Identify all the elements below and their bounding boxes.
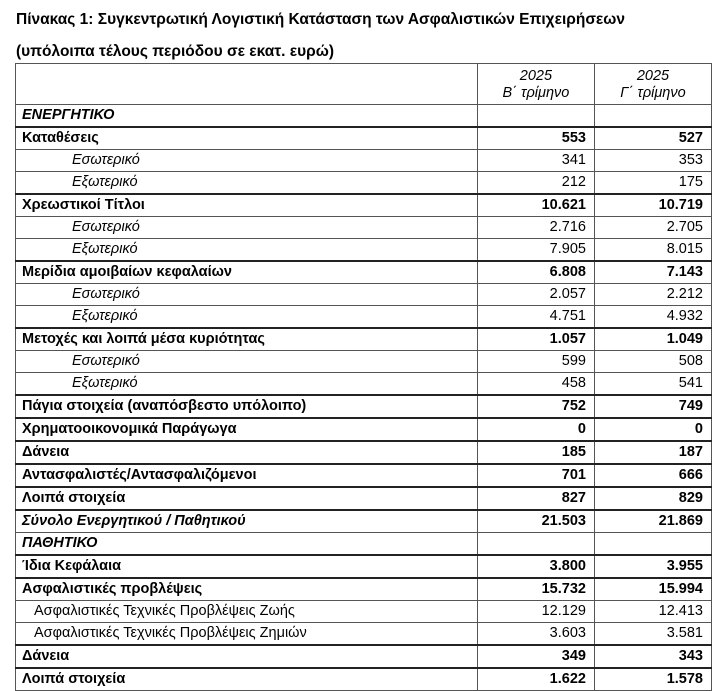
row-label: Εσωτερικό [16, 351, 478, 373]
table-row [16, 487, 712, 510]
table-row [16, 441, 712, 464]
value-q2 [477, 533, 594, 556]
row-label: Εξωτερικό [16, 239, 478, 262]
row-label: Εξωτερικό [16, 373, 478, 396]
table-row [16, 351, 712, 373]
row-label: ΠΑΘΗΤΙΚΟ [16, 533, 478, 556]
header-period: Β΄ τρίμηνο [502, 85, 570, 101]
row-label: Σύνολο Ενεργητικού / Παθητικού [16, 510, 478, 533]
section-header-row [16, 533, 712, 556]
caption-units: (υπόλοιπα τέλους περιόδου σε εκατ. ευρώ) [16, 43, 335, 60]
value-q3: 187 [594, 441, 711, 464]
header-period: Γ΄ τρίμηνο [620, 85, 686, 101]
value-q3: 21.869 [594, 510, 711, 533]
table-row [16, 306, 712, 329]
table-row [16, 261, 712, 284]
table-row [16, 328, 712, 351]
value-q3: 8.015 [594, 239, 711, 262]
value-q3: 15.994 [594, 578, 711, 601]
value-q3: 527 [594, 127, 711, 150]
value-q2: 15.732 [477, 578, 594, 601]
balance-sheet-table [15, 63, 712, 691]
caption-title: Πίνακας 1: Συγκεντρωτική Λογιστική Κατάσταση των Ασφαλιστικών Επιχειρήσεων [16, 11, 625, 28]
table-row [16, 578, 712, 601]
value-q2: 752 [477, 395, 594, 418]
value-q2: 1.622 [477, 668, 594, 691]
row-label: Λοιπά στοιχεία [16, 487, 478, 510]
value-q2: 2.057 [477, 284, 594, 306]
table-row [16, 668, 712, 691]
value-q2: 3.603 [477, 623, 594, 646]
value-q2: 185 [477, 441, 594, 464]
value-q2 [477, 105, 594, 128]
value-q2: 1.057 [477, 328, 594, 351]
table-caption [16, 4, 706, 68]
value-q3: 343 [594, 645, 711, 668]
value-q3: 749 [594, 395, 711, 418]
value-q3: 1.049 [594, 328, 711, 351]
value-q3: 829 [594, 487, 711, 510]
row-label: Ασφαλιστικές προβλέψεις [16, 578, 478, 601]
value-q3: 541 [594, 373, 711, 396]
value-q3: 666 [594, 464, 711, 487]
row-label: Καταθέσεις [16, 127, 478, 150]
value-q2: 3.800 [477, 555, 594, 578]
value-q3 [594, 533, 711, 556]
value-q3: 7.143 [594, 261, 711, 284]
row-label: ΕΝΕΡΓΗΤΙΚΟ [16, 105, 478, 128]
table-row [16, 418, 712, 441]
value-q2: 6.808 [477, 261, 594, 284]
value-q2: 701 [477, 464, 594, 487]
row-label: Λοιπά στοιχεία [16, 668, 478, 691]
header-col-q2 [477, 64, 594, 105]
value-q3: 2.212 [594, 284, 711, 306]
row-label: Δάνεια [16, 645, 478, 668]
value-q2: 349 [477, 645, 594, 668]
total-row [16, 510, 712, 533]
header-label-cell [16, 64, 478, 105]
header-year: 2025 [636, 68, 670, 84]
value-q2: 7.905 [477, 239, 594, 262]
table-row [16, 150, 712, 172]
value-q3: 175 [594, 172, 711, 195]
table-row [16, 172, 712, 195]
value-q2: 212 [477, 172, 594, 195]
row-label: Μετοχές και λοιπά μέσα κυριότητας [16, 328, 478, 351]
value-q3: 12.413 [594, 601, 711, 623]
table-row [16, 645, 712, 668]
value-q2: 553 [477, 127, 594, 150]
value-q3: 2.705 [594, 217, 711, 239]
value-q3: 0 [594, 418, 711, 441]
table-row [16, 127, 712, 150]
row-label: Εσωτερικό [16, 284, 478, 306]
row-label: Δάνεια [16, 441, 478, 464]
value-q2: 0 [477, 418, 594, 441]
value-q2: 12.129 [477, 601, 594, 623]
value-q3: 508 [594, 351, 711, 373]
value-q3: 353 [594, 150, 711, 172]
table-row [16, 464, 712, 487]
row-label: Εσωτερικό [16, 217, 478, 239]
value-q3: 3.955 [594, 555, 711, 578]
row-label: Ασφαλιστικές Τεχνικές Προβλέψεις Ζωής [16, 601, 478, 623]
table-body [16, 64, 712, 691]
header-year: 2025 [519, 68, 553, 84]
header-col-q3 [594, 64, 711, 105]
table-row [16, 239, 712, 262]
row-label: Πάγια στοιχεία (αναπόσβεστο υπόλοιπο) [16, 395, 478, 418]
table-header-row [16, 64, 712, 105]
value-q3: 3.581 [594, 623, 711, 646]
value-q3 [594, 105, 711, 128]
row-label: Εξωτερικό [16, 306, 478, 329]
table-row [16, 555, 712, 578]
row-label: Χρεωστικοί Τίτλοι [16, 194, 478, 217]
value-q3: 10.719 [594, 194, 711, 217]
value-q2: 827 [477, 487, 594, 510]
row-label: Εσωτερικό [16, 150, 478, 172]
value-q2: 21.503 [477, 510, 594, 533]
table-row [16, 623, 712, 646]
row-label: Ίδια Κεφάλαια [16, 555, 478, 578]
table-row [16, 601, 712, 623]
value-q2: 10.621 [477, 194, 594, 217]
value-q2: 458 [477, 373, 594, 396]
row-label: Ασφαλιστικές Τεχνικές Προβλέψεις Ζημιών [16, 623, 478, 646]
table-row [16, 284, 712, 306]
value-q2: 2.716 [477, 217, 594, 239]
row-label: Αντασφαλιστές/Αντασφαλιζόμενοι [16, 464, 478, 487]
value-q2: 341 [477, 150, 594, 172]
table-row [16, 217, 712, 239]
row-label: Μερίδια αμοιβαίων κεφαλαίων [16, 261, 478, 284]
row-label: Εξωτερικό [16, 172, 478, 195]
value-q2: 4.751 [477, 306, 594, 329]
value-q2: 599 [477, 351, 594, 373]
row-label: Χρηματοοικονομικά Παράγωγα [16, 418, 478, 441]
value-q3: 4.932 [594, 306, 711, 329]
table-row [16, 373, 712, 396]
table-row [16, 395, 712, 418]
value-q3: 1.578 [594, 668, 711, 691]
section-header-row [16, 105, 712, 128]
table-row [16, 194, 712, 217]
